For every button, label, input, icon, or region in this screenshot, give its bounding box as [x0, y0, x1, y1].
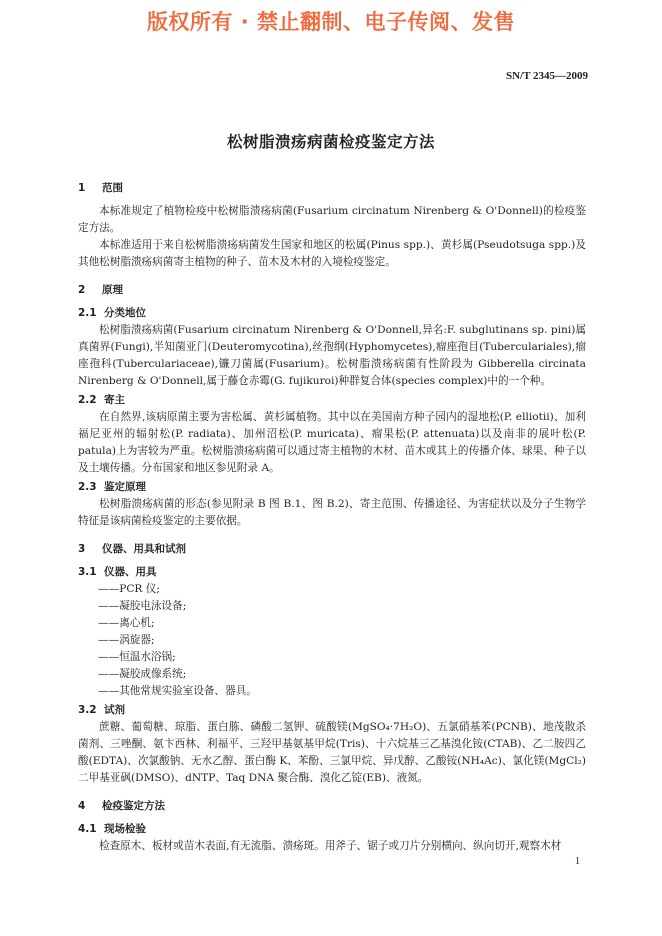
subsection-number: 2.1 [78, 307, 97, 319]
subsection-title: 鉴定原理 [104, 481, 146, 493]
subsection-heading [78, 564, 586, 581]
list-item: ——涡旋器; [98, 634, 155, 646]
standard-code: SN/T 2345—2009 [505, 70, 588, 82]
section-number: 3 [78, 543, 86, 555]
section-number: 1 [78, 182, 86, 194]
subsection-heading [78, 479, 586, 496]
document-body [78, 180, 586, 855]
section-heading [78, 282, 586, 299]
subsection-number: 2.3 [78, 481, 97, 493]
section-title: 仪器、用具和试剂 [102, 543, 186, 555]
section-number: 2 [78, 284, 86, 296]
subsection-heading [78, 702, 586, 719]
subsection-number: 3.2 [78, 704, 97, 716]
section-heading [78, 180, 586, 197]
section-heading [78, 798, 586, 815]
section-number: 4 [78, 800, 86, 812]
list-item: ——凝胶电泳设备; [98, 600, 187, 612]
subsection-number: 4.1 [78, 823, 97, 835]
subsection-title: 试剂 [104, 704, 125, 716]
list-item: ——PCR 仪; [98, 583, 160, 595]
copyright-watermark: 版权所有 · 禁止翻制、电子传阅、发售 [146, 10, 516, 34]
document-title: 松树脂溃疡病菌检疫鉴定方法 [226, 133, 435, 151]
paragraph: 在自然界,该病原菌主要为害松属、黄杉属植物。其中以在美国南方种子园内的湿地松(P. elliotii)、加利福尼亚州的辐射松(P. radiata)、加州沼松(P. muricata)、瘤果松(P. attenuata)以及南非的展叶松(P. patula)上为害较为严重。松树脂溃疡病菌可以通过寄主植物的木材、苗木或其上的传播介体、球果、种子以及土壤传播。分布国家和地区参见附录 A。 [78, 411, 586, 474]
paragraph: 本标准规定了植物检疫中松树脂溃疡病菌(Fusarium circinatum Nirenberg & O'Donnell)的检疫鉴定方法。 [78, 205, 586, 234]
subsection-title: 仪器、用具 [104, 566, 157, 578]
list-item: ——离心机; [98, 617, 155, 629]
section-title: 检疫鉴定方法 [102, 800, 165, 812]
subsection-number: 2.2 [78, 394, 97, 406]
paragraph: 本标准适用于来自松树脂溃疡病菌发生国家和地区的松属(Pinus spp.)、黄杉属(Pseudotsuga spp.)及其他松树脂溃疡病菌寄主植物的种子、苗木及木材的入境检疫鉴定。 [78, 239, 586, 268]
paragraph: 检查原木、板材或苗木表面,有无流脂、溃疡斑。用斧子、锯子或刀片分别横向、纵向切开,观察木材 [99, 840, 562, 852]
subsection-heading [78, 821, 586, 838]
list-item: ——其他常规实验室设备、器具。 [98, 685, 257, 697]
subsection-heading [78, 305, 586, 322]
subsection-number: 3.1 [78, 566, 97, 578]
section-heading [78, 541, 586, 558]
page-number: 1 [575, 856, 580, 867]
list-item: ——凝胶成像系统; [98, 668, 187, 680]
list-item: ——恒温水浴锅; [98, 651, 176, 663]
subsection-title: 分类地位 [104, 307, 146, 319]
section-title: 原理 [102, 284, 123, 296]
section-title: 范围 [102, 182, 123, 194]
paragraph: 松树脂溃疡病菌的形态(参见附录 B 图 B.1、图 B.2)、寄主范围、传播途径、为害症状以及分子生物学特征是该病菌检疫鉴定的主要依据。 [78, 498, 586, 527]
paragraph: 松树脂溃疡病菌(Fusarium circinatum Nirenberg & O'Donnell,异名:F. subglutinans sp. pini)属真菌界(Fungi),半知菌亚门(Deuteromycotina),丝孢纲(Hyphomycetes),瘤座孢目(Tuberculariales),瘤座孢科(Tuberculariaceae),镰刀菌属(Fusarium)。松树脂溃疡病菌有性阶段为 Gibberella circinata Nirenberg & O'Donnell,属于藤仓赤霉(G. fujikuroi)种群复合体(species complex)中的一个种。 [78, 324, 586, 387]
paragraph: 蔗糖、葡萄糖、琼脂、蛋白胨、磷酸二氢钾、硫酸镁(MgSO₄·7H₂O)、五氯硝基苯(PCNB)、地茂散杀菌剂、三唑酮、氨卞西林、利福平、三羟甲基氨基甲烷(Tris)、十六烷基三乙基溴化铵(CTAB)、乙二胺四乙酸(EDTA)、次氯酸钠、无水乙醇、蛋白酶 K、苯酚、三氯甲烷、异戊醇、乙酸铵(NH₄Ac)、氯化镁(MgCl₂)二甲基亚砜(DMSO)、dNTP、Taq DNA 聚合酶、溴化乙锭(EB)、液氮。 [78, 721, 586, 784]
subsection-heading [78, 392, 586, 409]
subsection-title: 现场检验 [104, 823, 146, 835]
subsection-title: 寄主 [104, 394, 125, 406]
